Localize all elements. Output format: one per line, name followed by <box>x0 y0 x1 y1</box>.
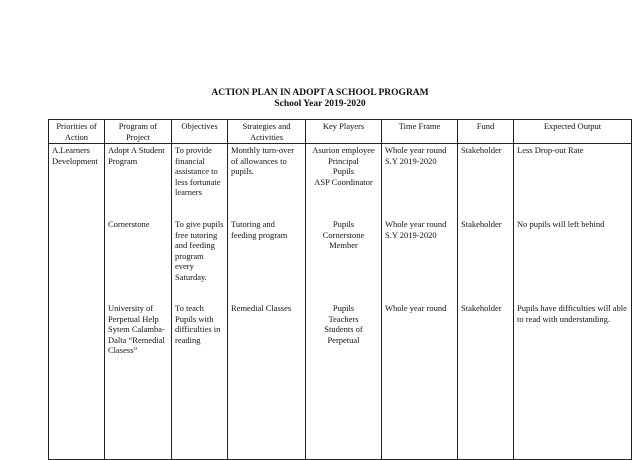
document-title: ACTION PLAN IN ADOPT A SCHOOL PROGRAM <box>211 88 429 98</box>
action-plan-table <box>48 119 632 460</box>
key-player: Member <box>329 240 358 250</box>
cell-program: University of Perpetual Help Sytem Calamba-Dalta “Remedial Clasess” <box>105 302 172 460</box>
cell-priority <box>49 218 105 302</box>
cell-fund: Stakeholder <box>458 144 514 219</box>
key-player: Perpetual <box>327 334 360 345</box>
header-expected-output: Expected Output <box>514 120 632 144</box>
table-header-row <box>49 120 632 144</box>
cell-priority: A.Learners Development <box>49 144 105 219</box>
cell-program: Cornerstone <box>105 218 172 302</box>
header-program: Program of Project <box>105 120 172 144</box>
cell-objectives: To provide financial assistance to less fortunate learners <box>172 144 228 219</box>
cell-key-players <box>306 218 382 302</box>
key-player: Pupils <box>332 303 355 313</box>
header-strategies: Strategies and Activities <box>228 120 306 144</box>
key-player: Cornerstone <box>322 229 365 240</box>
cell-time-frame: Whole year round <box>382 302 458 460</box>
table-row <box>49 302 632 460</box>
cell-expected-output: No pupils will left behind <box>514 218 632 302</box>
cell-strategies: Tutoring and feeding program <box>228 218 306 302</box>
header-fund: Fund <box>458 120 514 144</box>
table-row <box>49 218 632 302</box>
cell-expected-output: Pupils have difficulties will able to read with understanding. <box>514 302 632 460</box>
key-player: Teachers <box>328 313 359 324</box>
cell-key-players <box>306 144 382 219</box>
cell-priority <box>49 302 105 460</box>
key-player: Principal <box>328 155 359 166</box>
document-subtitle: School Year 2019-2020 <box>274 99 366 109</box>
table-row <box>49 144 632 219</box>
cell-objectives: To teach Pupils with difficulties in reading <box>172 302 228 460</box>
cell-key-players <box>306 302 382 460</box>
cell-fund: Stakeholder <box>458 302 514 460</box>
cell-strategies: Monthly turn-over of allowances to pupils. <box>228 144 306 219</box>
key-player: Asurion employee <box>312 145 375 155</box>
key-player: Pupils <box>332 166 355 176</box>
cell-objectives: To give pupils free tutoring and feeding program every Saturday. <box>172 218 228 302</box>
header-key-players: Key Players <box>306 120 382 144</box>
cell-fund: Stakeholder <box>458 218 514 302</box>
key-player: Students of <box>324 324 363 334</box>
cell-strategies: Remedial Classes <box>228 302 306 460</box>
header-objectives: Objectives <box>172 120 228 144</box>
cell-time-frame: Whole year round S.Y 2019-2020 <box>382 218 458 302</box>
key-player: Pupils <box>332 219 355 229</box>
cell-program: Adopt A Student Program <box>105 144 172 219</box>
header-time-frame: Time Frame <box>382 120 458 144</box>
header-priorities: Priorities of Action <box>49 120 105 144</box>
key-player: ASP Coordinator <box>314 176 373 187</box>
cell-expected-output: Less Drop-out Rate <box>514 144 632 219</box>
cell-time-frame: Whole year round S.Y 2019-2020 <box>382 144 458 219</box>
